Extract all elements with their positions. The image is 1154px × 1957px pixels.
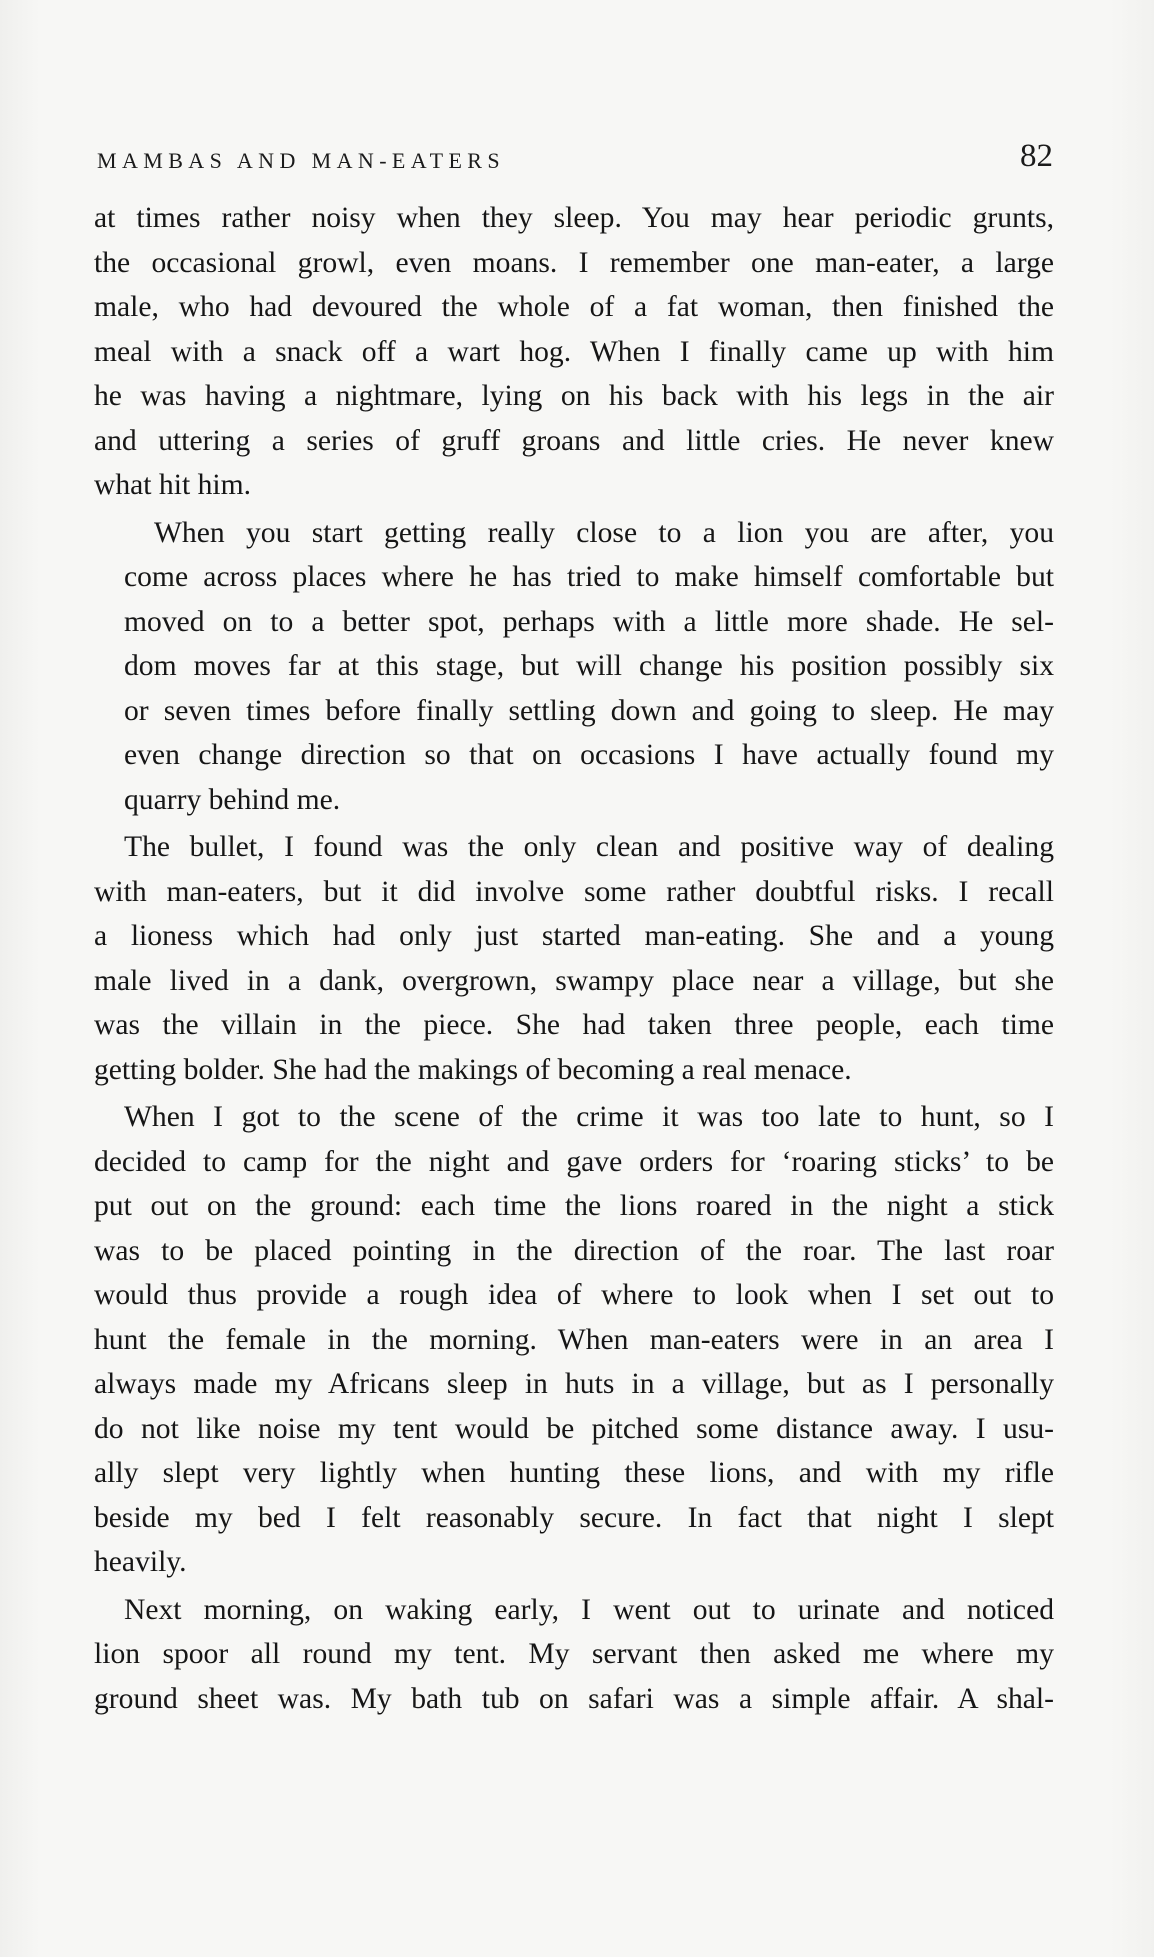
text-line: ally slept very lightly when hunting these lions, and with my rifle	[94, 1457, 1054, 1489]
text-line: he was having a nightmare, lying on his back with his legs in the air	[94, 380, 1054, 412]
paragraph-5	[94, 1588, 1054, 1722]
text-line: Next morning, on waking early, I went out to urinate and noticed	[124, 1593, 1054, 1626]
text-line: was to be placed pointing in the direction of the roar. The last roar	[94, 1234, 1054, 1267]
text-line: or seven times before finally settling down and going to sleep. He may	[124, 694, 1054, 727]
text-line: beside my bed I felt reasonably secure. In fact that night I slept	[94, 1501, 1054, 1534]
text-line: The bullet, I found was the only clean and positive way of dealing	[124, 831, 1054, 863]
text-line: and uttering a series of gruff groans and little cries. He never knew	[94, 424, 1054, 457]
text-line: When I got to the scene of the crime it was too late to hunt, so I	[124, 1101, 1054, 1133]
text-line: what hit him.	[94, 469, 252, 501]
text-line: decided to camp for the night and gave orders for ‘roaring sticks’ to be	[94, 1145, 1054, 1178]
text-line: quarry behind me.	[124, 783, 341, 816]
text-line: even change direction so that on occasions I have actually found my	[124, 739, 1054, 771]
text-line: moved on to a better spot, perhaps with a little more shade. He sel-	[124, 605, 1054, 638]
text-line: lion spoor all round my tent. My servant then asked me where my	[94, 1638, 1054, 1670]
text-line: When you start getting really close to a lion you are after, you	[154, 516, 1054, 549]
text-line: always made my Africans sleep in huts in a village, but as I personally	[94, 1368, 1054, 1400]
page-number: 82	[1020, 138, 1053, 174]
text-line: ground sheet was. My bath tub on safari was a simple affair. A shal-	[94, 1682, 1054, 1715]
running-head	[97, 138, 1053, 182]
paragraph-3	[94, 825, 1054, 1092]
text-line: male lived in a dank, overgrown, swampy place near a village, but she	[94, 964, 1054, 997]
text-line: with man-eaters, but it did involve some rather doubtful risks. I recall	[94, 875, 1054, 908]
text-line: hunt the female in the morning. When man-eaters were in an area I	[94, 1323, 1054, 1356]
running-title: MAMBAS AND MAN-EATERS	[97, 148, 505, 173]
text-line: dom moves far at this stage, but will change his position possibly six	[124, 650, 1054, 682]
text-line: the occasional growl, even moans. I remember one man-eater, a large	[94, 246, 1054, 279]
text-line: was the villain in the piece. She had taken three people, each time	[94, 1009, 1054, 1041]
text-line: would thus provide a rough idea of where to look when I set out to	[94, 1279, 1054, 1311]
text-line: at times rather noisy when they sleep. You may hear periodic grunts,	[94, 202, 1054, 234]
paragraph-4	[94, 1095, 1054, 1585]
text-line: meal with a snack off a wart hog. When I finally came up with him	[94, 335, 1054, 368]
body-text	[94, 196, 1054, 1721]
text-line: getting bolder. She had the makings of becoming a real menace.	[94, 1053, 852, 1086]
text-line: do not like noise my tent would be pitched some distance away. I usu-	[94, 1412, 1054, 1445]
paragraph-2	[94, 511, 1054, 823]
text-line: come across places where he has tried to make himself comfortable but	[124, 561, 1054, 593]
text-line: a lioness which had only just started man-eating. She and a young	[94, 920, 1054, 952]
text-line: put out on the ground: each time the lions roared in the night a stick	[94, 1190, 1054, 1222]
text-line: male, who had devoured the whole of a fat woman, then finished the	[94, 291, 1054, 323]
text-line: heavily.	[94, 1546, 187, 1578]
paragraph-1	[94, 196, 1054, 508]
